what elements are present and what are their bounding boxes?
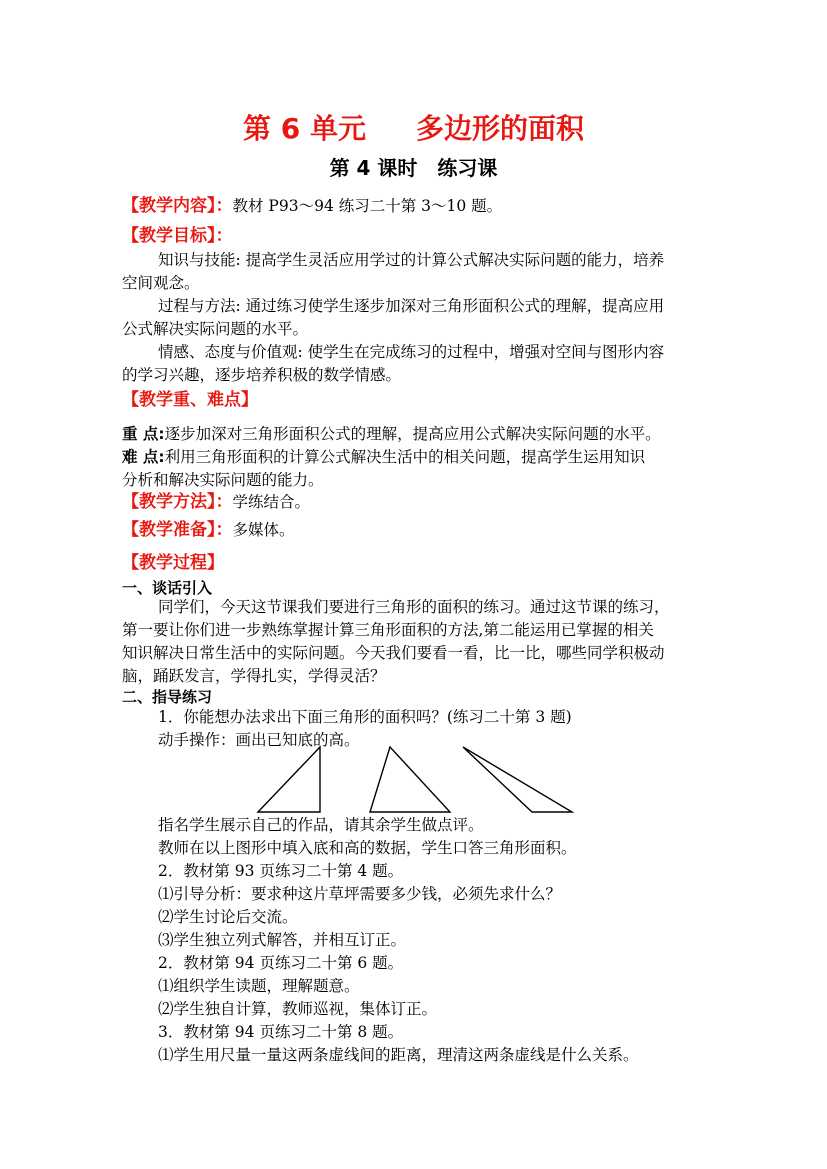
method-label: 【教学方法】： xyxy=(122,492,233,512)
content-text: 教材 P93～94 练习二十第 3～10 题。 xyxy=(232,197,503,215)
key-point xyxy=(122,423,661,445)
content-label: 【教学内容】： xyxy=(122,196,233,216)
section-heading: 一、谈话引入 xyxy=(122,579,213,597)
goals-line: 知识与技能: 提高学生灵活应用学过的计算公式解决实际问题的能力，培养 xyxy=(158,251,665,269)
intro-line: 知识解决日常生活中的实际问题。今天我们要看一看，比一比，哪些同学积极动 xyxy=(122,644,665,662)
triangle-1 xyxy=(258,747,320,812)
goals-line: 的学习兴趣，逐步培养积极的数学情感。 xyxy=(122,366,402,384)
exercise-line: 教师在以上图形中填入底和高的数据，学生口答三角形面积。 xyxy=(158,839,577,857)
unit-title: 第 6 单元 xyxy=(243,112,366,145)
exercise-line: 2．教材第 93 页练习二十第 4 题。 xyxy=(158,862,404,880)
content-section xyxy=(122,194,502,218)
exercise-line: ⑵学生讨论后交流。 xyxy=(158,908,298,926)
section-heading: 二、指导练习 xyxy=(122,688,213,706)
triangle-2 xyxy=(370,747,450,812)
prep-text: 多媒体。 xyxy=(232,521,295,539)
exercise-line: 1．你能想办法求出下面三角形的面积吗？(练习二十第 3 题) xyxy=(158,708,572,726)
lesson-subtitle: 第 4 课时 练习课 xyxy=(329,156,498,180)
difficulty-point xyxy=(122,446,645,468)
intro-line: 第一要让你们进一步熟练掌握计算三角形面积的方法,第二能运用已掌握的相关 xyxy=(122,621,654,639)
exercise-line: ⑶学生独立列式解答，并相互订正。 xyxy=(158,931,407,949)
exercise-line: 3．教材第 94 页练习二十第 8 题。 xyxy=(158,1023,404,1041)
difficulty-text: 利用三角形面积的计算公式解决生活中的相关问题，提高学生运用知识 xyxy=(164,448,646,466)
exercise-line: ⑴引导分析：要求种这片草坪需要多少钱，必须先求什么？ xyxy=(158,885,562,903)
difficulty-text-cont: 分析和解决实际问题的能力。 xyxy=(122,471,324,489)
exercise-line: ⑵学生独自计算，教师巡视，集体订正。 xyxy=(158,1000,438,1018)
goals-line: 过程与方法: 通过练习使学生逐步加深对三角形面积公式的理解，提高应用 xyxy=(158,297,665,315)
prep-section xyxy=(122,518,295,542)
process-label: 【教学过程】 xyxy=(122,553,224,573)
exercise-line: ⑴组织学生读题，理解题意。 xyxy=(158,977,360,995)
intro-line: 同学们，今天这节课我们要进行三角形的面积的练习。通过这节课的练习， xyxy=(158,598,670,616)
goals-line: 空间观念。 xyxy=(122,274,200,292)
method-text: 学练结合。 xyxy=(232,493,311,511)
difficulty-label: 难 点: xyxy=(122,448,165,466)
goals-line: 公式解决实际问题的水平。 xyxy=(122,320,309,338)
exercise-line: ⑴学生用尺量一量这两条虚线间的距离，理清这两条虚线是什么关系。 xyxy=(158,1046,639,1064)
method-section xyxy=(122,490,310,514)
prep-label: 【教学准备】： xyxy=(122,520,233,540)
topic-title: 多边形的面积 xyxy=(415,112,584,145)
triangle-3 xyxy=(463,747,572,812)
key-point-label: 重 点: xyxy=(122,425,165,443)
page-title xyxy=(0,107,827,147)
exercise-line: 2．教材第 94 页练习二十第 6 题。 xyxy=(158,954,404,972)
exercise-line: 动手操作：画出已知底的高。 xyxy=(158,731,360,749)
goals-label: 【教学目标】： xyxy=(122,226,233,246)
exercise-line: 指名学生展示自己的作品，请其余学生做点评。 xyxy=(158,816,484,834)
goals-line: 情感、态度与价值观: 使学生在完成练习的过程中，增强对空间与图形内容 xyxy=(158,343,665,361)
key-point-text: 逐步加深对三角形面积公式的理解，提高应用公式解决实际问题的水平。 xyxy=(164,425,661,443)
intro-line: 脑，踊跃发言，学得扎实，学得灵活？ xyxy=(122,667,386,685)
keys-label: 【教学重、难点】 xyxy=(122,390,258,410)
triangles-figure xyxy=(250,745,580,815)
